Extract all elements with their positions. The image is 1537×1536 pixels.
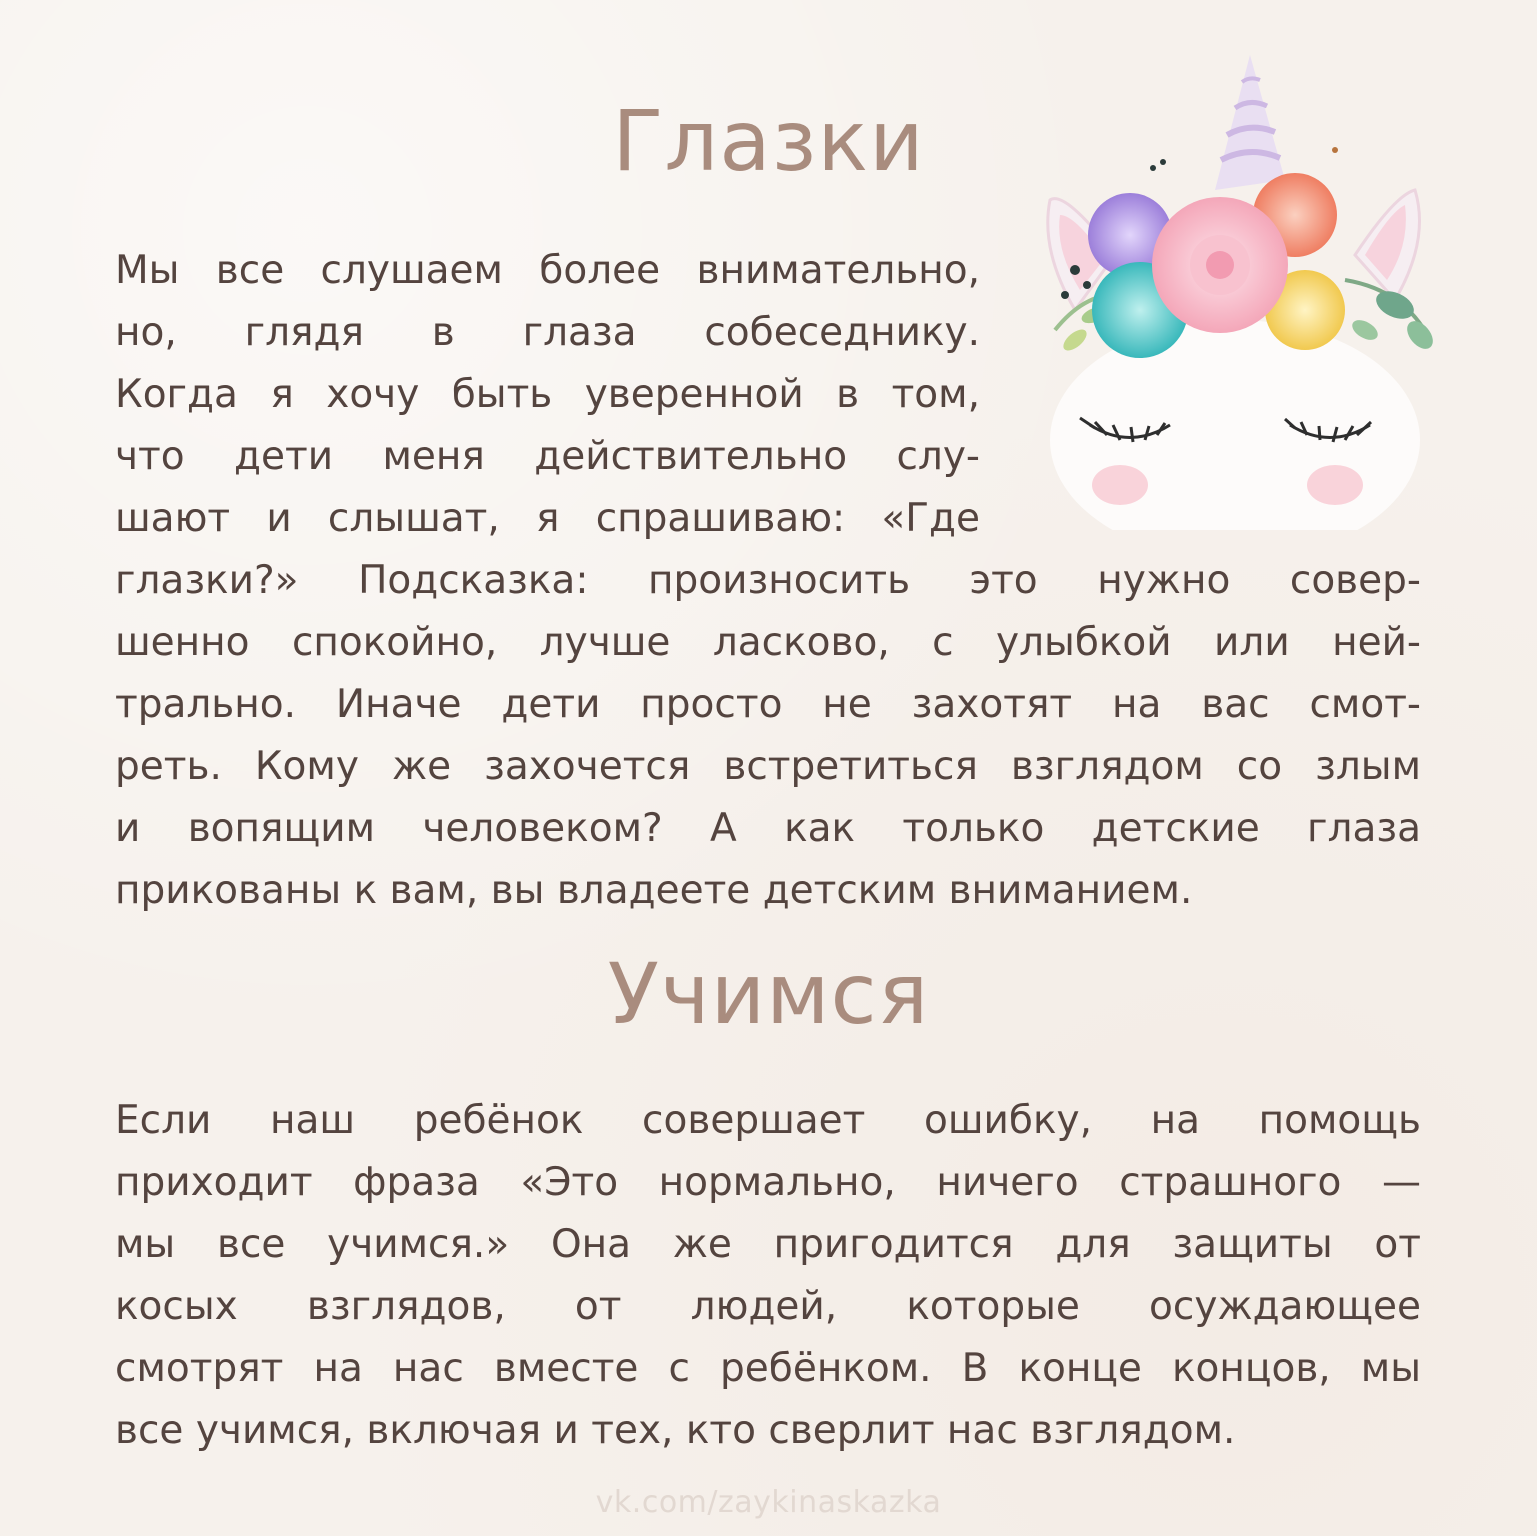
text-line: Если наш ребёнок совершает ошибку, на помощь xyxy=(115,1098,1421,1143)
text-line: глазки?» Подсказка: произносить это нужно совер- xyxy=(115,558,1421,603)
text-line: прикованы к вам, вы владеете детским вниманием. xyxy=(115,868,1193,913)
right-cheek-icon xyxy=(1307,465,1363,505)
section-title-glazki: Глазки xyxy=(612,92,925,190)
text-line: шают и слышат, я спрашиваю: «Где xyxy=(115,496,980,541)
text-line: все учимся, включая и тех, кто сверлит нас взглядом. xyxy=(115,1408,1236,1453)
text-line: что дети меня действительно слу- xyxy=(115,434,980,479)
section-title-uchimsya: Учимся xyxy=(607,945,930,1043)
text-line: реть. Кому же захочется встретиться взглядом со злым xyxy=(115,744,1421,789)
left-cheek-icon xyxy=(1092,465,1148,505)
text-line: трально. Иначе дети просто не захотят на вас смот- xyxy=(115,682,1421,727)
horn-icon xyxy=(1215,55,1285,190)
text-line: приходит фраза «Это нормально, ничего страшного — xyxy=(115,1160,1421,1205)
text-line: Мы все слушаем более внимательно, xyxy=(115,248,980,293)
text-line: Когда я хочу быть уверенной в том, xyxy=(115,372,980,417)
text-line: шенно спокойно, лучше ласково, с улыбкой или ней- xyxy=(115,620,1421,665)
text-line: смотрят на нас вместе с ребёнком. В конце концов, мы xyxy=(115,1346,1421,1391)
unicorn-illustration xyxy=(1035,40,1435,530)
text-line: и вопящим человеком? А как только детские глаза xyxy=(115,806,1421,851)
text-line: мы все учимся.» Она же пригодится для защиты от xyxy=(115,1222,1421,1267)
text-line: но, глядя в глаза собеседнику. xyxy=(115,310,980,355)
footer-link[interactable]: vk.com/zaykinaskazka xyxy=(595,1485,942,1520)
text-line: косых взглядов, от людей, которые осуждающее xyxy=(115,1284,1421,1329)
